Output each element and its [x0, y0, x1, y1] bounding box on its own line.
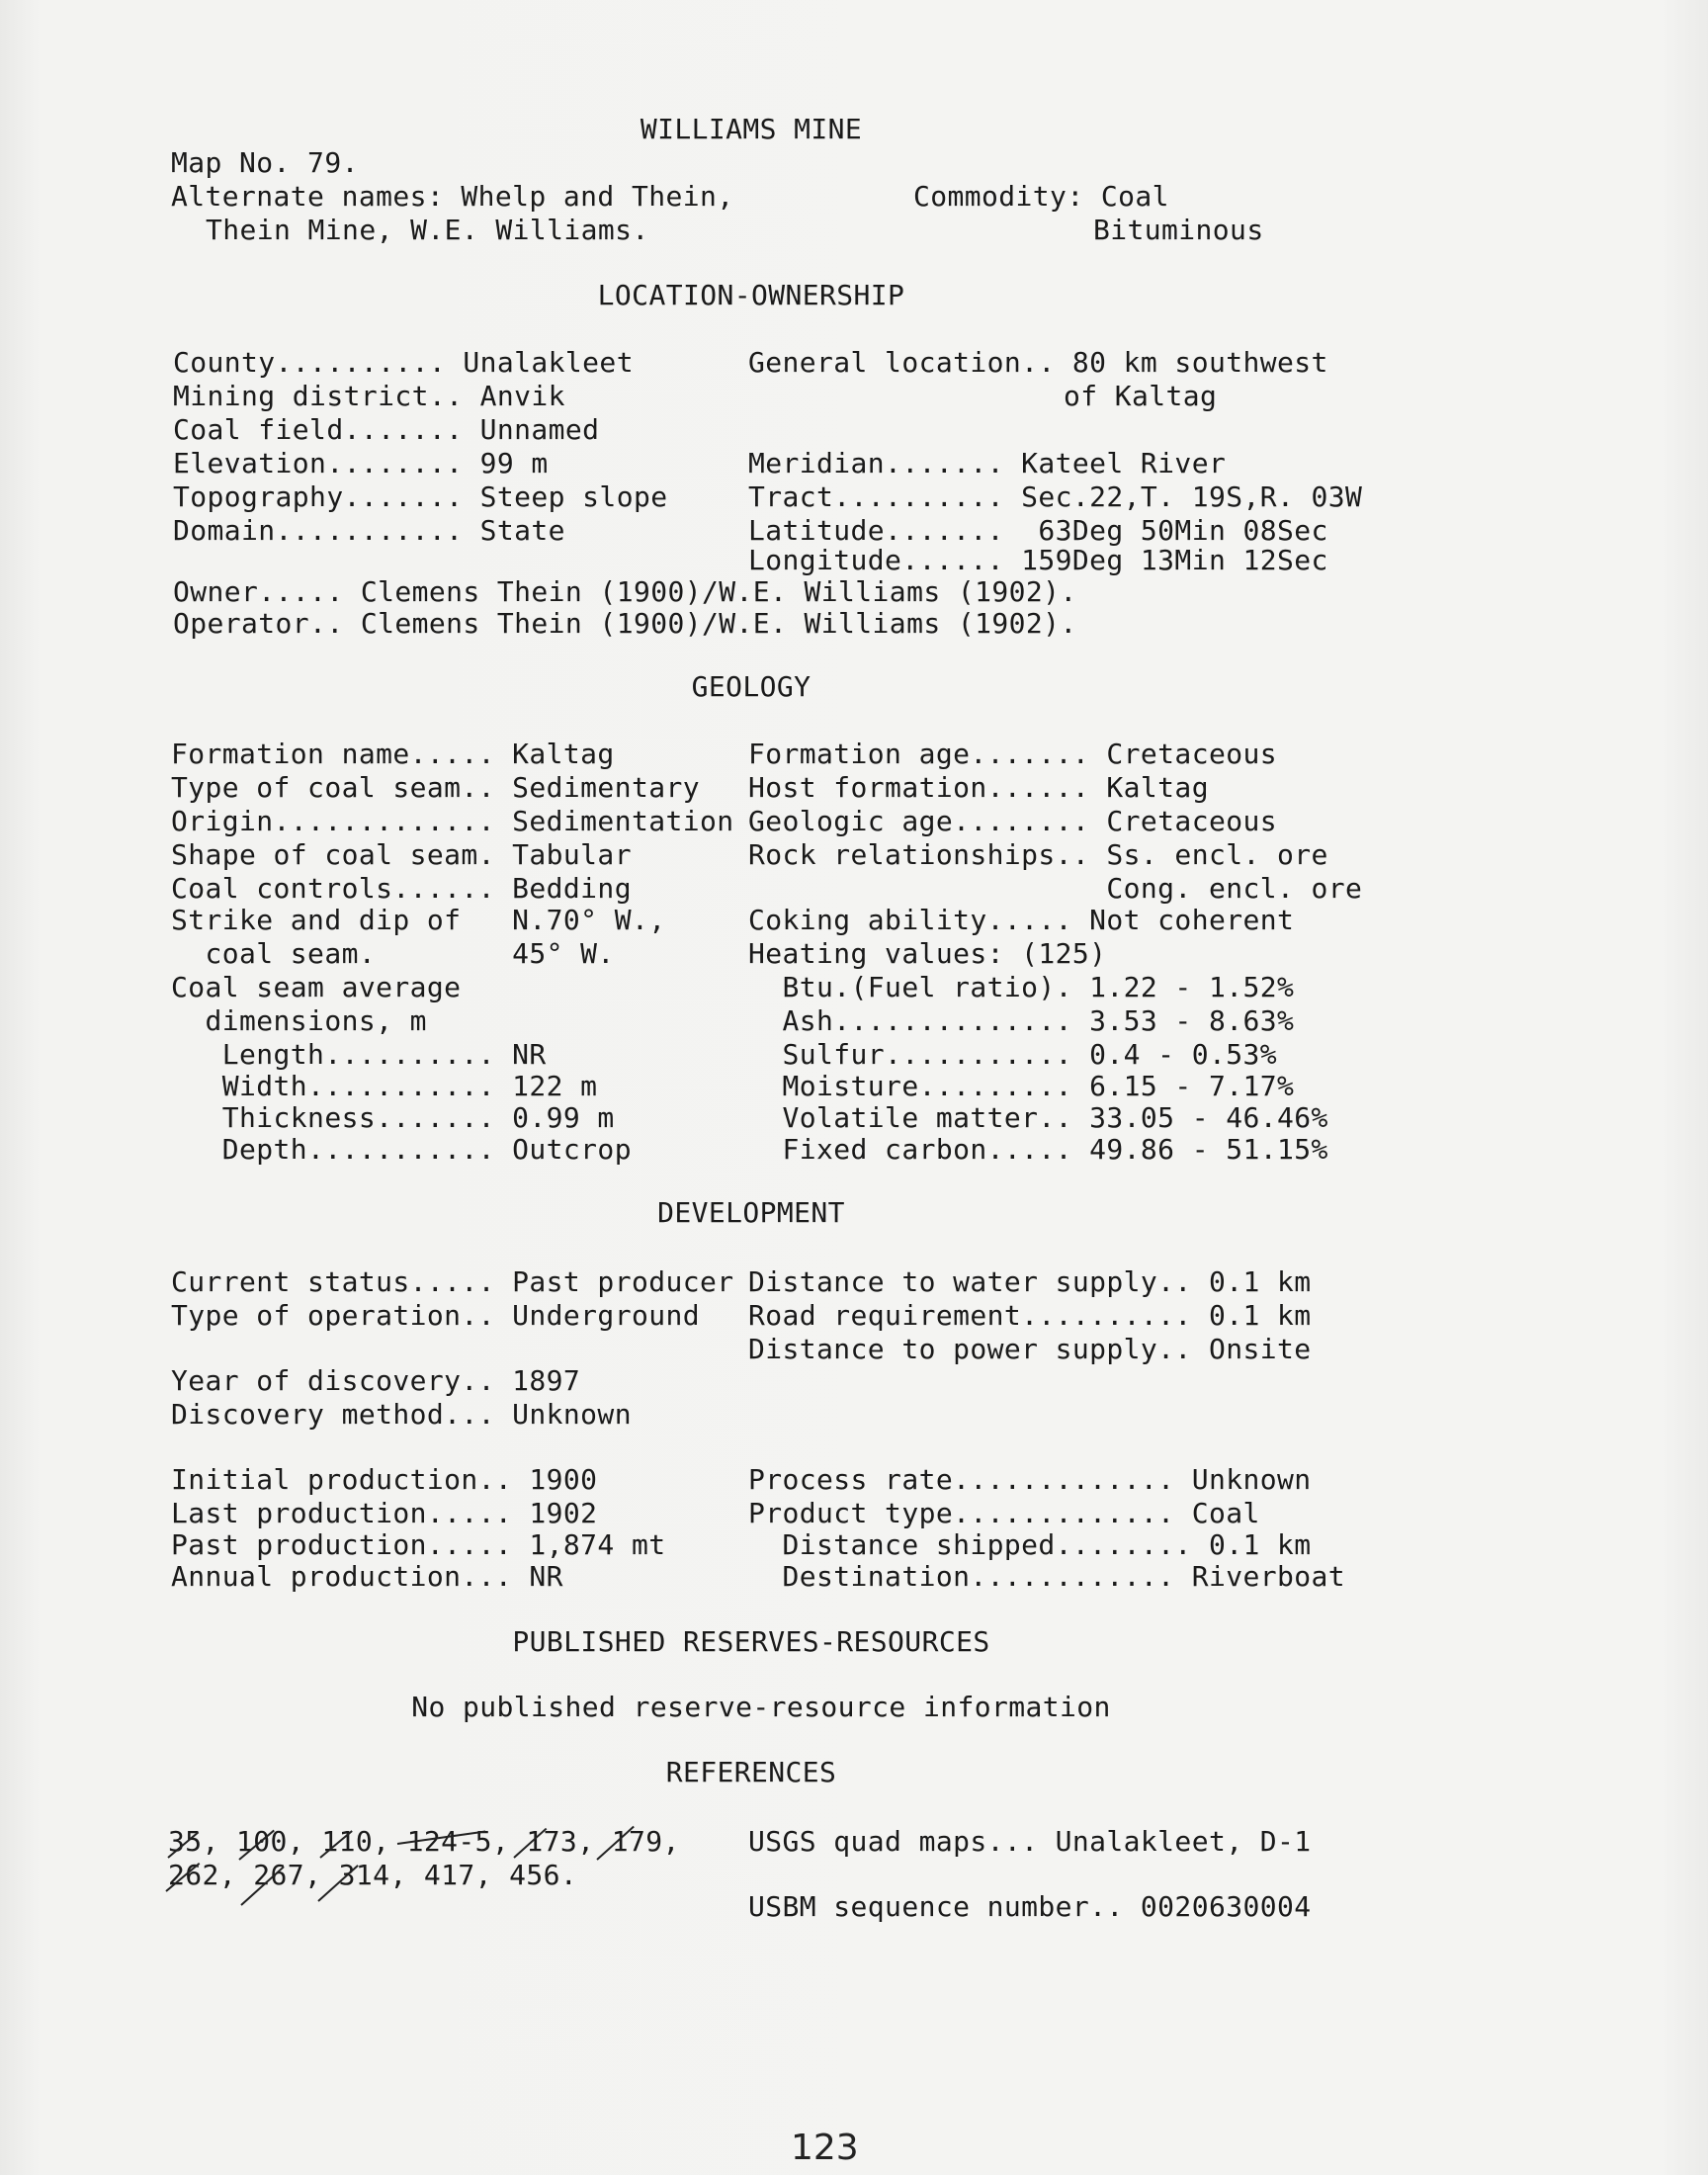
production-row: Product type............. Coal: [748, 1497, 1260, 1529]
production-row: Annual production... NR: [171, 1560, 563, 1593]
geology-row: Rock relationships.. Ss. encl. ore: [748, 838, 1328, 871]
operator-line: Operator.. Clemens Thein (1900)/W.E. Williams (1902).: [173, 607, 1077, 640]
general-location-line-2: of Kaltag: [1064, 380, 1218, 412]
production-row: Distance shipped........ 0.1 km: [748, 1528, 1312, 1561]
geology-row: Origin............. Sedimentation: [171, 805, 734, 837]
development-row: Current status..... Past producer: [171, 1265, 734, 1298]
page-number: 123: [791, 2128, 859, 2168]
map-number: Map No. 79.: [171, 146, 359, 179]
geology-row: Width........... 122 m: [171, 1070, 598, 1102]
alternate-names-line-2: Thein Mine, W.E. Williams.: [206, 214, 649, 246]
commodity-line-2: Bituminous: [1093, 214, 1264, 246]
general-location-line-1: General location.. 80 km southwest: [748, 346, 1328, 379]
geology-row: Formation name..... Kaltag: [171, 738, 615, 770]
location-row: County.......... Unalakleet: [173, 346, 634, 379]
development-row: Distance to water supply.. 0.1 km: [748, 1265, 1312, 1298]
geology-row: Thickness....... 0.99 m: [171, 1101, 615, 1134]
geology-row: coal seam. 45° W.: [171, 937, 615, 970]
usbm-sequence-number: USBM sequence number.. 0020630004: [748, 1890, 1312, 1923]
owner-line: Owner..... Clemens Thein (1900)/W.E. Williams (1902).: [173, 575, 1077, 608]
location-row: Latitude....... 63Deg 50Min 08Sec: [748, 514, 1328, 547]
production-row: Destination............ Riverboat: [748, 1560, 1346, 1593]
reserves-text: No published reserve-resource information: [411, 1691, 1111, 1723]
geology-row: Coal seam average: [171, 971, 462, 1003]
production-row: Last production..... 1902: [171, 1497, 598, 1529]
production-row: Initial production.. 1900: [171, 1463, 598, 1496]
geology-row: Sulfur........... 0.4 - 0.53%: [748, 1038, 1277, 1071]
geology-row: Type of coal seam.. Sedimentary: [171, 771, 700, 804]
geology-row: Length.......... NR: [171, 1038, 547, 1071]
geology-row: dimensions, m: [171, 1004, 427, 1037]
reserves-heading: PUBLISHED RESERVES-RESOURCES: [512, 1625, 990, 1658]
development-row: Year of discovery.. 1897: [171, 1364, 581, 1397]
geology-row: Geologic age........ Cretaceous: [748, 805, 1277, 837]
geology-heading: GEOLOGY: [691, 670, 811, 703]
location-row: Domain........... State: [173, 514, 565, 547]
development-row: Discovery method... Unknown: [171, 1398, 632, 1431]
geology-row: Ash.............. 3.53 - 8.63%: [748, 1004, 1295, 1037]
geology-row: Depth........... Outcrop: [171, 1133, 632, 1166]
geology-row: Host formation...... Kaltag: [748, 771, 1209, 804]
location-row: Longitude...... 159Deg 13Min 12Sec: [748, 544, 1328, 576]
references-heading: REFERENCES: [665, 1756, 837, 1788]
geology-row: Coal controls...... Bedding: [171, 872, 632, 905]
alternate-names-line-1: Alternate names: Whelp and Thein,: [171, 180, 734, 213]
page-title: WILLIAMS MINE: [640, 113, 863, 145]
reference-numbers-line-2: 262, 267, 314, 417, 456.: [168, 1859, 578, 1891]
location-row: Meridian....... Kateel River: [748, 447, 1227, 479]
geology-row: Moisture......... 6.15 - 7.17%: [748, 1070, 1295, 1102]
geology-row: Cong. encl. ore: [748, 872, 1363, 905]
location-row: Mining district.. Anvik: [173, 380, 565, 412]
geology-row: Fixed carbon..... 49.86 - 51.15%: [748, 1133, 1328, 1166]
geology-row: Heating values: (125): [748, 937, 1107, 970]
usgs-quad-maps: USGS quad maps... Unalakleet, D-1: [748, 1825, 1312, 1858]
geology-row: Strike and dip of N.70° W.,: [171, 904, 666, 936]
geology-row: Btu.(Fuel ratio). 1.22 - 1.52%: [748, 971, 1295, 1003]
geology-row: Volatile matter.. 33.05 - 46.46%: [748, 1101, 1328, 1134]
reference-numbers-line-1: 35, 100, 110, 124-5, 173, 179,: [168, 1825, 680, 1858]
geology-row: Shape of coal seam. Tabular: [171, 838, 632, 871]
development-row: Distance to power supply.. Onsite: [748, 1333, 1312, 1365]
development-row: Type of operation.. Underground: [171, 1299, 700, 1332]
location-row: Elevation........ 99 m: [173, 447, 549, 479]
production-row: Process rate............. Unknown: [748, 1463, 1312, 1496]
development-heading: DEVELOPMENT: [657, 1196, 845, 1229]
commodity-line-1: Commodity: Coal: [913, 180, 1169, 213]
geology-row: Coking ability..... Not coherent: [748, 904, 1295, 936]
geology-row: Formation age....... Cretaceous: [748, 738, 1277, 770]
production-row: Past production..... 1,874 mt: [171, 1528, 666, 1561]
development-row: Road requirement.......... 0.1 km: [748, 1299, 1312, 1332]
location-row: Coal field....... Unnamed: [173, 413, 600, 446]
location-heading: LOCATION-OWNERSHIP: [597, 279, 905, 311]
location-row: Tract.......... Sec.22,T. 19S,R. 03W: [748, 480, 1363, 513]
location-row: Topography....... Steep slope: [173, 480, 668, 513]
